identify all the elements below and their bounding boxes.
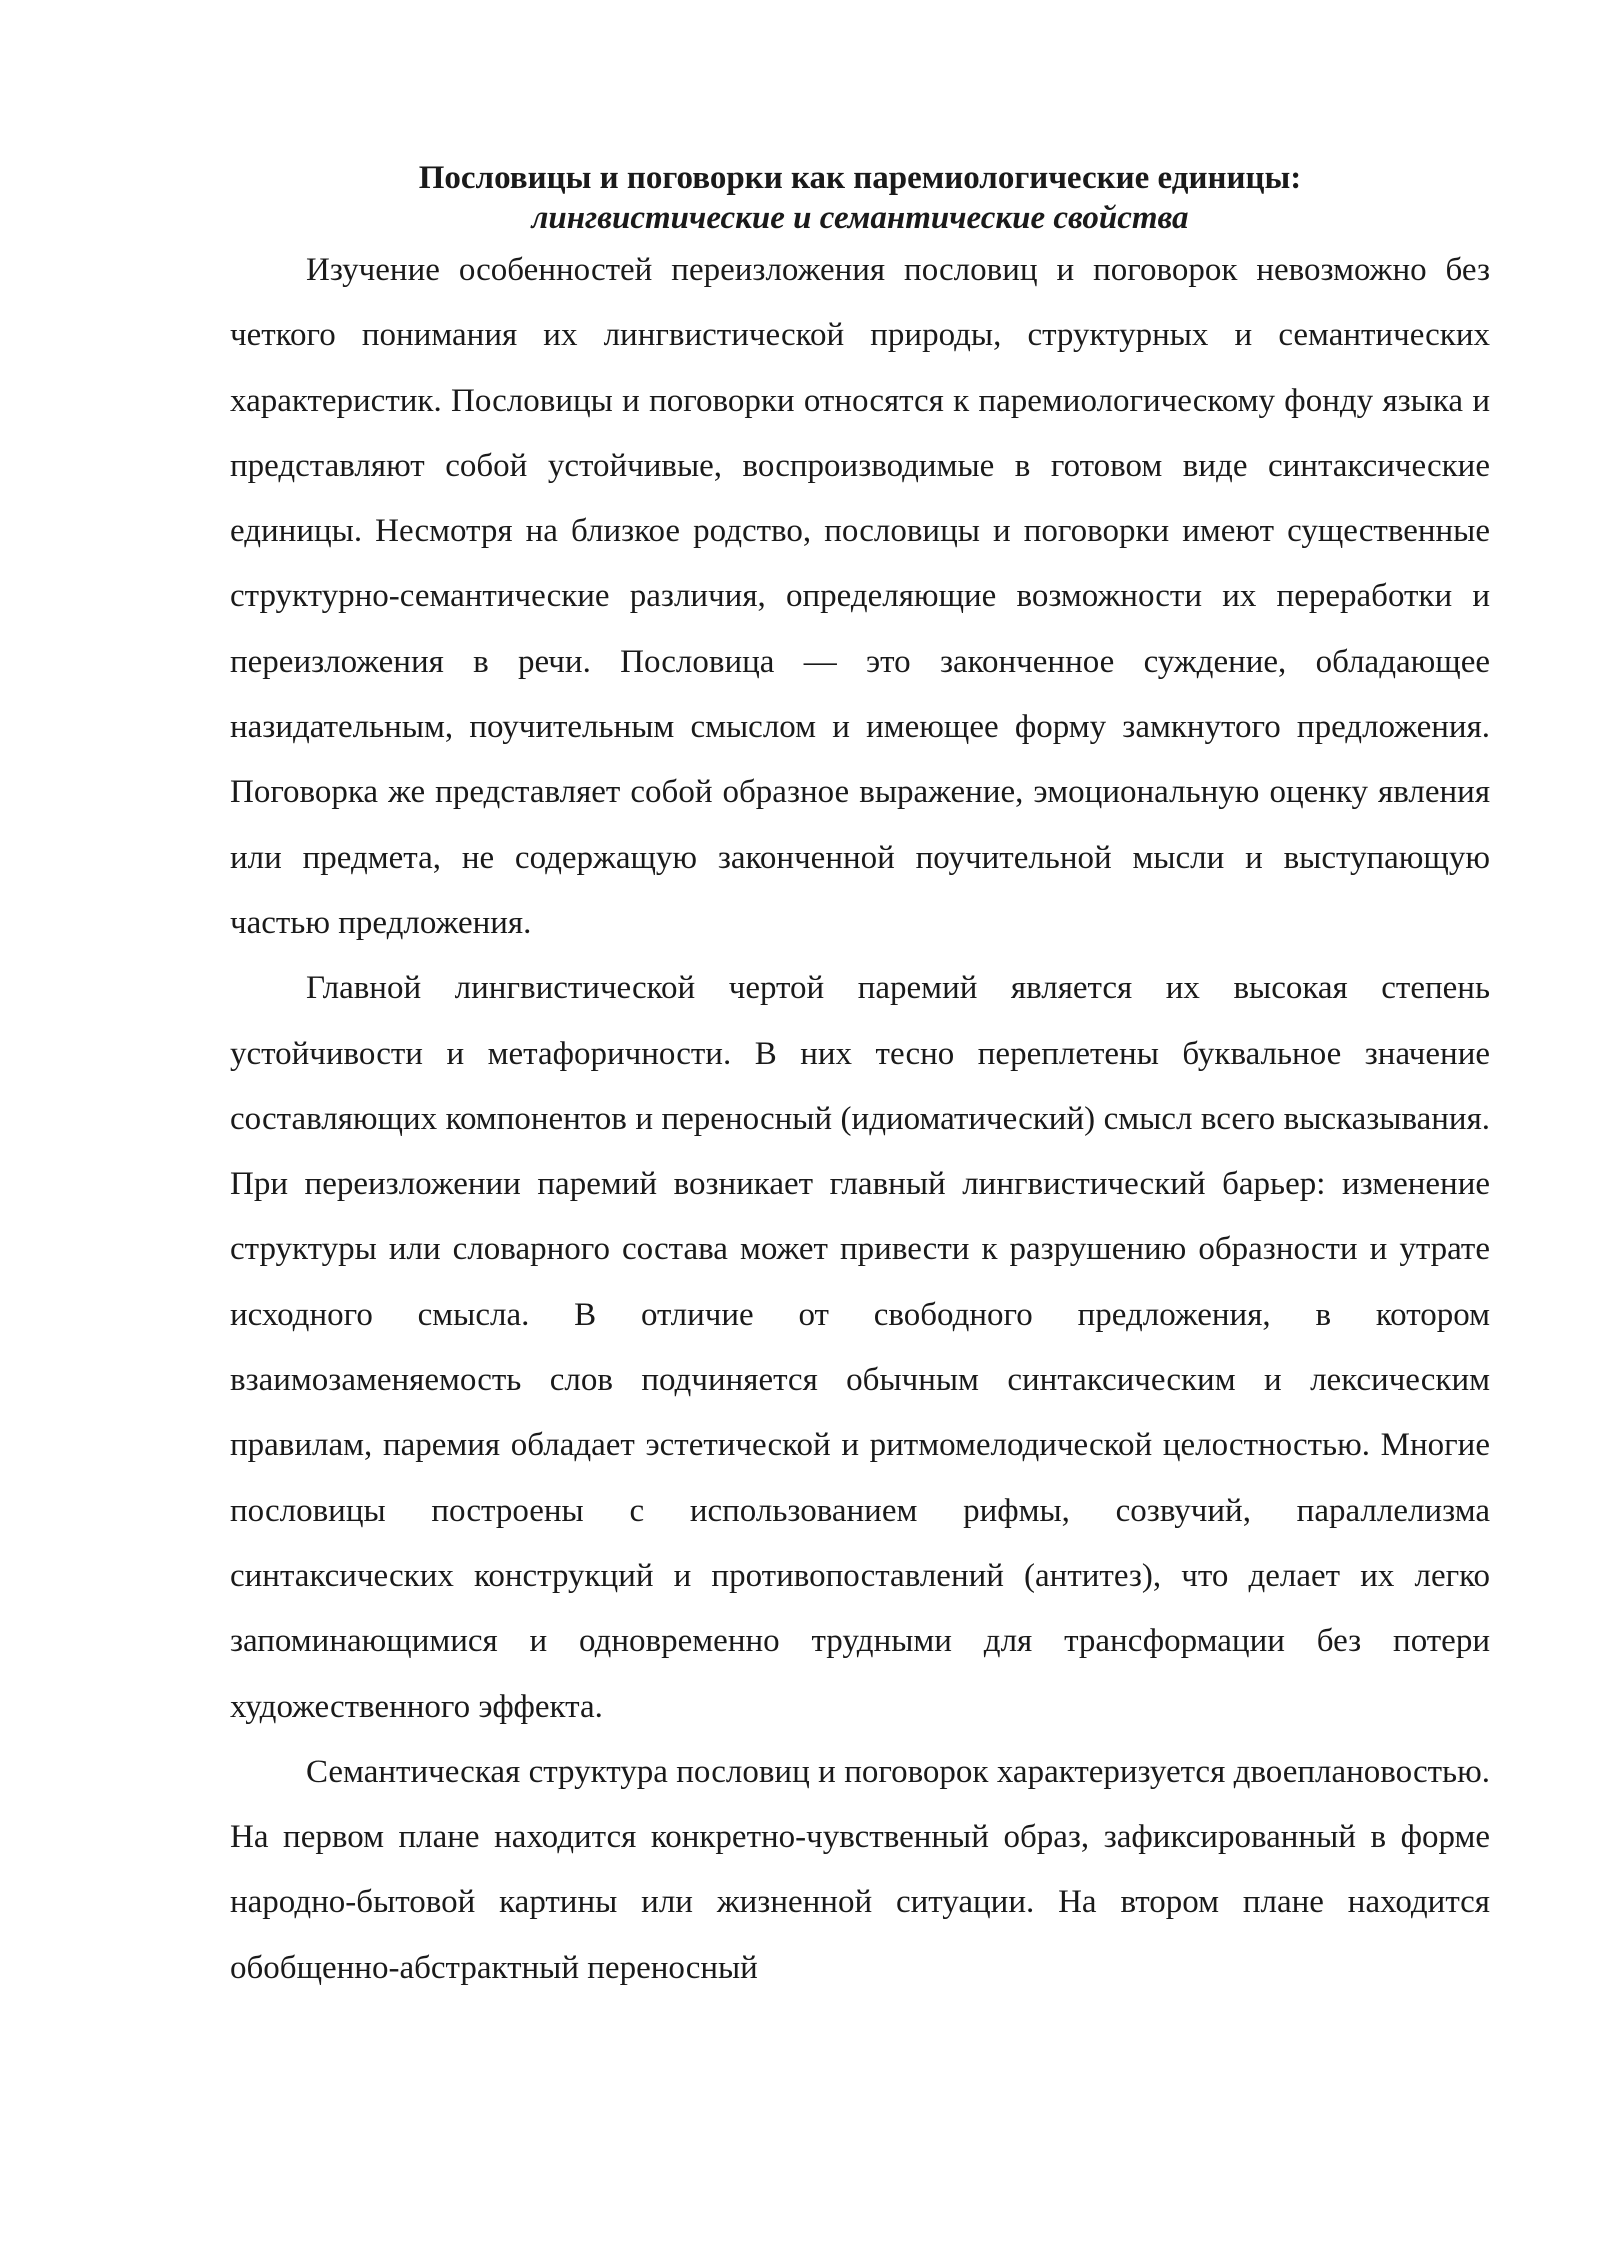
title-line-2: лингвистические и семантические свойства (531, 200, 1189, 236)
paragraph-1: Изучение особенностей переизложения пословиц и поговорок невозможно без четкого понимания их лингвистической природы, структурных и семантических характеристик. Пословицы и поговорки относятся к паремиологическому фонду языка и представляют собой устойчивые, воспроизводимые в готовом виде синтаксические единицы. Несмотря на близкое родство, пословицы и поговорки имеют существенные структурно-семантические различия, определяющие возможности их переработки и переизложения в речи. Пословица — это законченное суждение, обладающее назидательным, поучительным смыслом и имеющее форму замкнутого предложения. Поговорка же представляет собой образное выражение, эмоциональную оценку явления или предмета, не содержащую законченной поучительной мысли и выступающую частью предложения. (230, 252, 1490, 941)
paragraph-2: Главной лингвистической чертой паремий является их высокая степень устойчивости и метафоричности. В них тесно переплетены буквальное значение составляющих компонентов и переносный (идиоматический) смысл всего высказывания. При переизложении паремий возникает главный лингвистический барьер: изменение структуры или словарного состава может привести к разрушению образности и утрате исходного смысла. В отличие от свободного предложения, в котором взаимозаменяемость слов подчиняется обычным синтаксическим и лексическим правилам, паремия обладает эстетической и ритмомелодической целостностью. Многие пословицы построены с использованием рифмы, созвучий, параллелизма синтаксических конструкций и противопоставлений (антитез), что делает их легко запоминающимися и одновременно трудными для трансформации без потери художественного эффекта. (230, 970, 1490, 1725)
document-title (230, 158, 1490, 238)
document-page (230, 158, 1490, 2001)
paragraph-3: Семантическая структура пословиц и поговорок характеризуется двоеплановостью. На первом плане находится конкретно-чувственный образ, зафиксированный в форме народно-бытовой картины или жизненной ситуации. На втором плане находится обобщенно-абстрактный переносный (230, 1753, 1490, 1986)
title-line-1: Пословицы и поговорки как паремиологические единицы: (418, 160, 1302, 196)
